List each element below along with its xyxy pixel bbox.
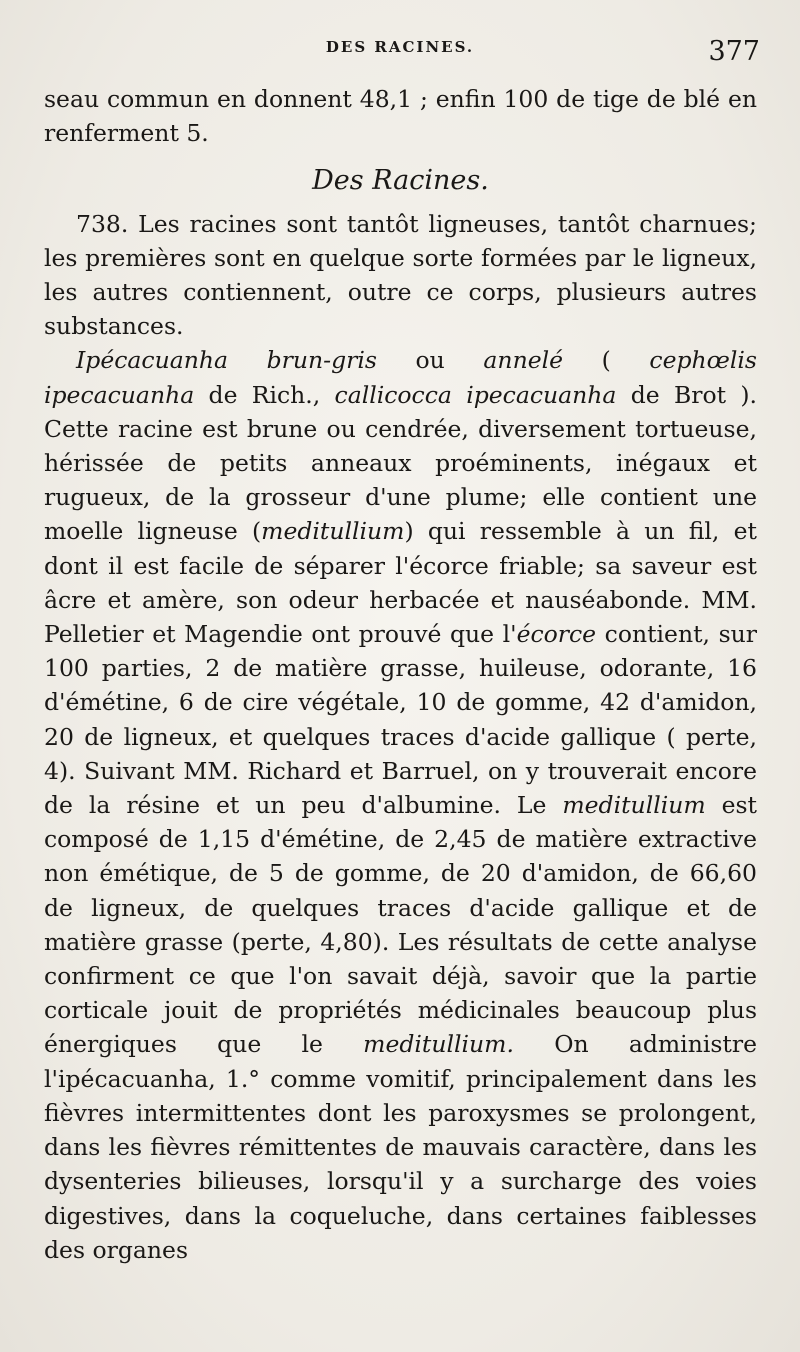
term-meditullium: meditullium: [562, 791, 706, 820]
paragraph-738: [44, 207, 757, 344]
page-number: 377: [708, 36, 760, 67]
running-head: DES RACINES.: [325, 38, 475, 56]
page-body: [44, 82, 757, 1267]
text-run: de Rich.,: [194, 380, 335, 409]
text-run: est composé de 1,15 d'émétine, de 2,45 de matière extractive non émétique, de 5 de gomme, de 20 d'amidon, de 66,60 de ligneux, de quelques traces d'acide gallique et de matière grasse (perte, 4,80). Les résultats de cette analyse confirment ce que l'on savait déjà, savoir que la partie corticale jouit de propriétés médicinales beaucoup plus énergiques que le: [44, 791, 757, 1059]
text-run: (: [563, 346, 650, 375]
plant-name-annele: annelé: [483, 346, 564, 375]
paragraph-number: 738.: [76, 209, 129, 238]
latin-name-cephaelis: cephœlis ipecacuanha: [44, 346, 757, 409]
paragraph-ipecacuanha: [44, 343, 757, 1266]
section-title: Des Racines.: [312, 165, 489, 197]
text-run: ou: [376, 346, 484, 375]
text-run: On administre l'ipécacuanha, 1.° comme vomitif, principalement dans les fièvres intermittentes dont les paroxysmes se prolongent, dans les fièvres rémittentes de mauvais caractère, dans les dysenteries bilieuses, lorsqu'il y a surcharge des voies digestives, dans la coqueluche, dans certaines faiblesses des organes: [44, 1030, 757, 1264]
text-run: de Brot ). Cette racine est brune ou cendrée, diversement tortueuse, hérissée de petits anneaux proéminents, inégaux et rugueux, de la grosseur d'une plume; elle contient une moelle ligneuse (: [44, 380, 757, 546]
term-meditullium: meditullium.: [363, 1030, 514, 1059]
text-run: contient, sur 100 parties, 2 de matière grasse, huileuse, odorante, 16 d'émétine, 6 de cire végétale, 10 de gomme, 42 d'amidon, 20 de ligneux, et quelques traces d'acide gallique ( perte, 4). Suivant MM. Richard et Barruel, on y trouverait encore de la résine et un peu d'albumine. Le: [44, 620, 757, 820]
paragraph-738-text: Les racines sont tantôt ligneuses, tantôt charnues; les premières sont en quelque sorte formées par le ligneux, les autres contiennent, outre ce corps, plusieurs autres substances.: [44, 209, 757, 341]
plant-name: Ipécacuanha brun-gris: [76, 346, 377, 375]
term-meditullium: meditullium: [261, 517, 405, 546]
intro-text: seau commun en donnent 48,1 ; enfin 100 de tige de blé en renferment 5.: [44, 85, 757, 148]
text-run: ) qui ressemble à un fil, et dont il est facile de séparer l'écorce friable; sa saveur est âcre et amère, son odeur herbacée et nauséabonde. MM. Pelletier et Magendie ont prouvé que l': [44, 517, 757, 649]
page-header: [0, 36, 800, 76]
term-ecorce: écorce: [516, 620, 597, 649]
latin-name-callicocca: callicocca ipecacuanha: [334, 380, 617, 409]
